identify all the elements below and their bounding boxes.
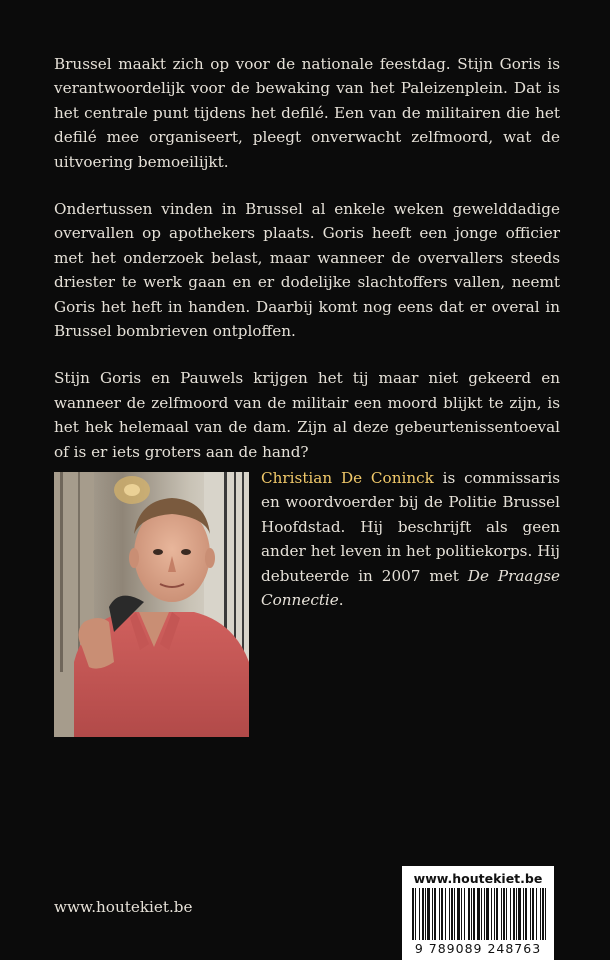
- debut-book-title: De Praagse Connectie: [261, 566, 560, 610]
- barcode-publisher-url: www.houtekiet.be: [413, 871, 543, 886]
- back-cover-blurb: [54, 52, 560, 487]
- blurb-paragraph-1: Brussel maakt zich op voor de nationale feestdag. Stijn Goris is verantwoordelijk voor de bewaking van het Paleizenplein. Dat is het centrale punt tijdens het defilé. Een van de militairen die het defilé mee organiseert, pleegt onverwacht zelfmoord, wat de uitvoering bemoeilijkt.: [54, 55, 560, 171]
- author-photo: [54, 472, 249, 737]
- blurb-paragraph-2: Ondertussen vinden in Brussel al enkele weken gewelddadige overvallen op apothekers plaats. Goris heeft een jonge officier met het onderzoek belast, maar wanneer de overvallers steeds driester te werk gaan en er dodelijke slachtoffers vallen, neemt Goris het heft in handen. Daarbij komt nog eens dat er overal in Brussel bombrieven ontploffen.: [54, 200, 560, 341]
- barcode-bars: [412, 888, 547, 940]
- author-name: Christian De Coninck: [261, 469, 434, 487]
- isbn-barcode: [402, 866, 554, 960]
- blurb-paragraph-3: Stijn Goris en Pauwels krijgen het tij maar niet gekeerd en wanneer de zelfmoord van de militair een moord blijkt te zijn, is het hek helemaal van de dam. Zijn al deze gebeurtenissentoeval of is er iets groters aan de hand?: [54, 369, 560, 461]
- author-bio: [261, 466, 560, 612]
- publisher-url: www.houtekiet.be: [54, 898, 193, 916]
- barcode-isbn: 9 789089 248763: [414, 941, 542, 956]
- author-bio-text: is commissaris en woordvoerder bij de Politie Brussel Hoofdstad. Hij beschrijft als geen ander het leven in het politiekorps. Hij debuteerde in 2007 met: [261, 469, 560, 585]
- author-bio-end: .: [338, 591, 344, 610]
